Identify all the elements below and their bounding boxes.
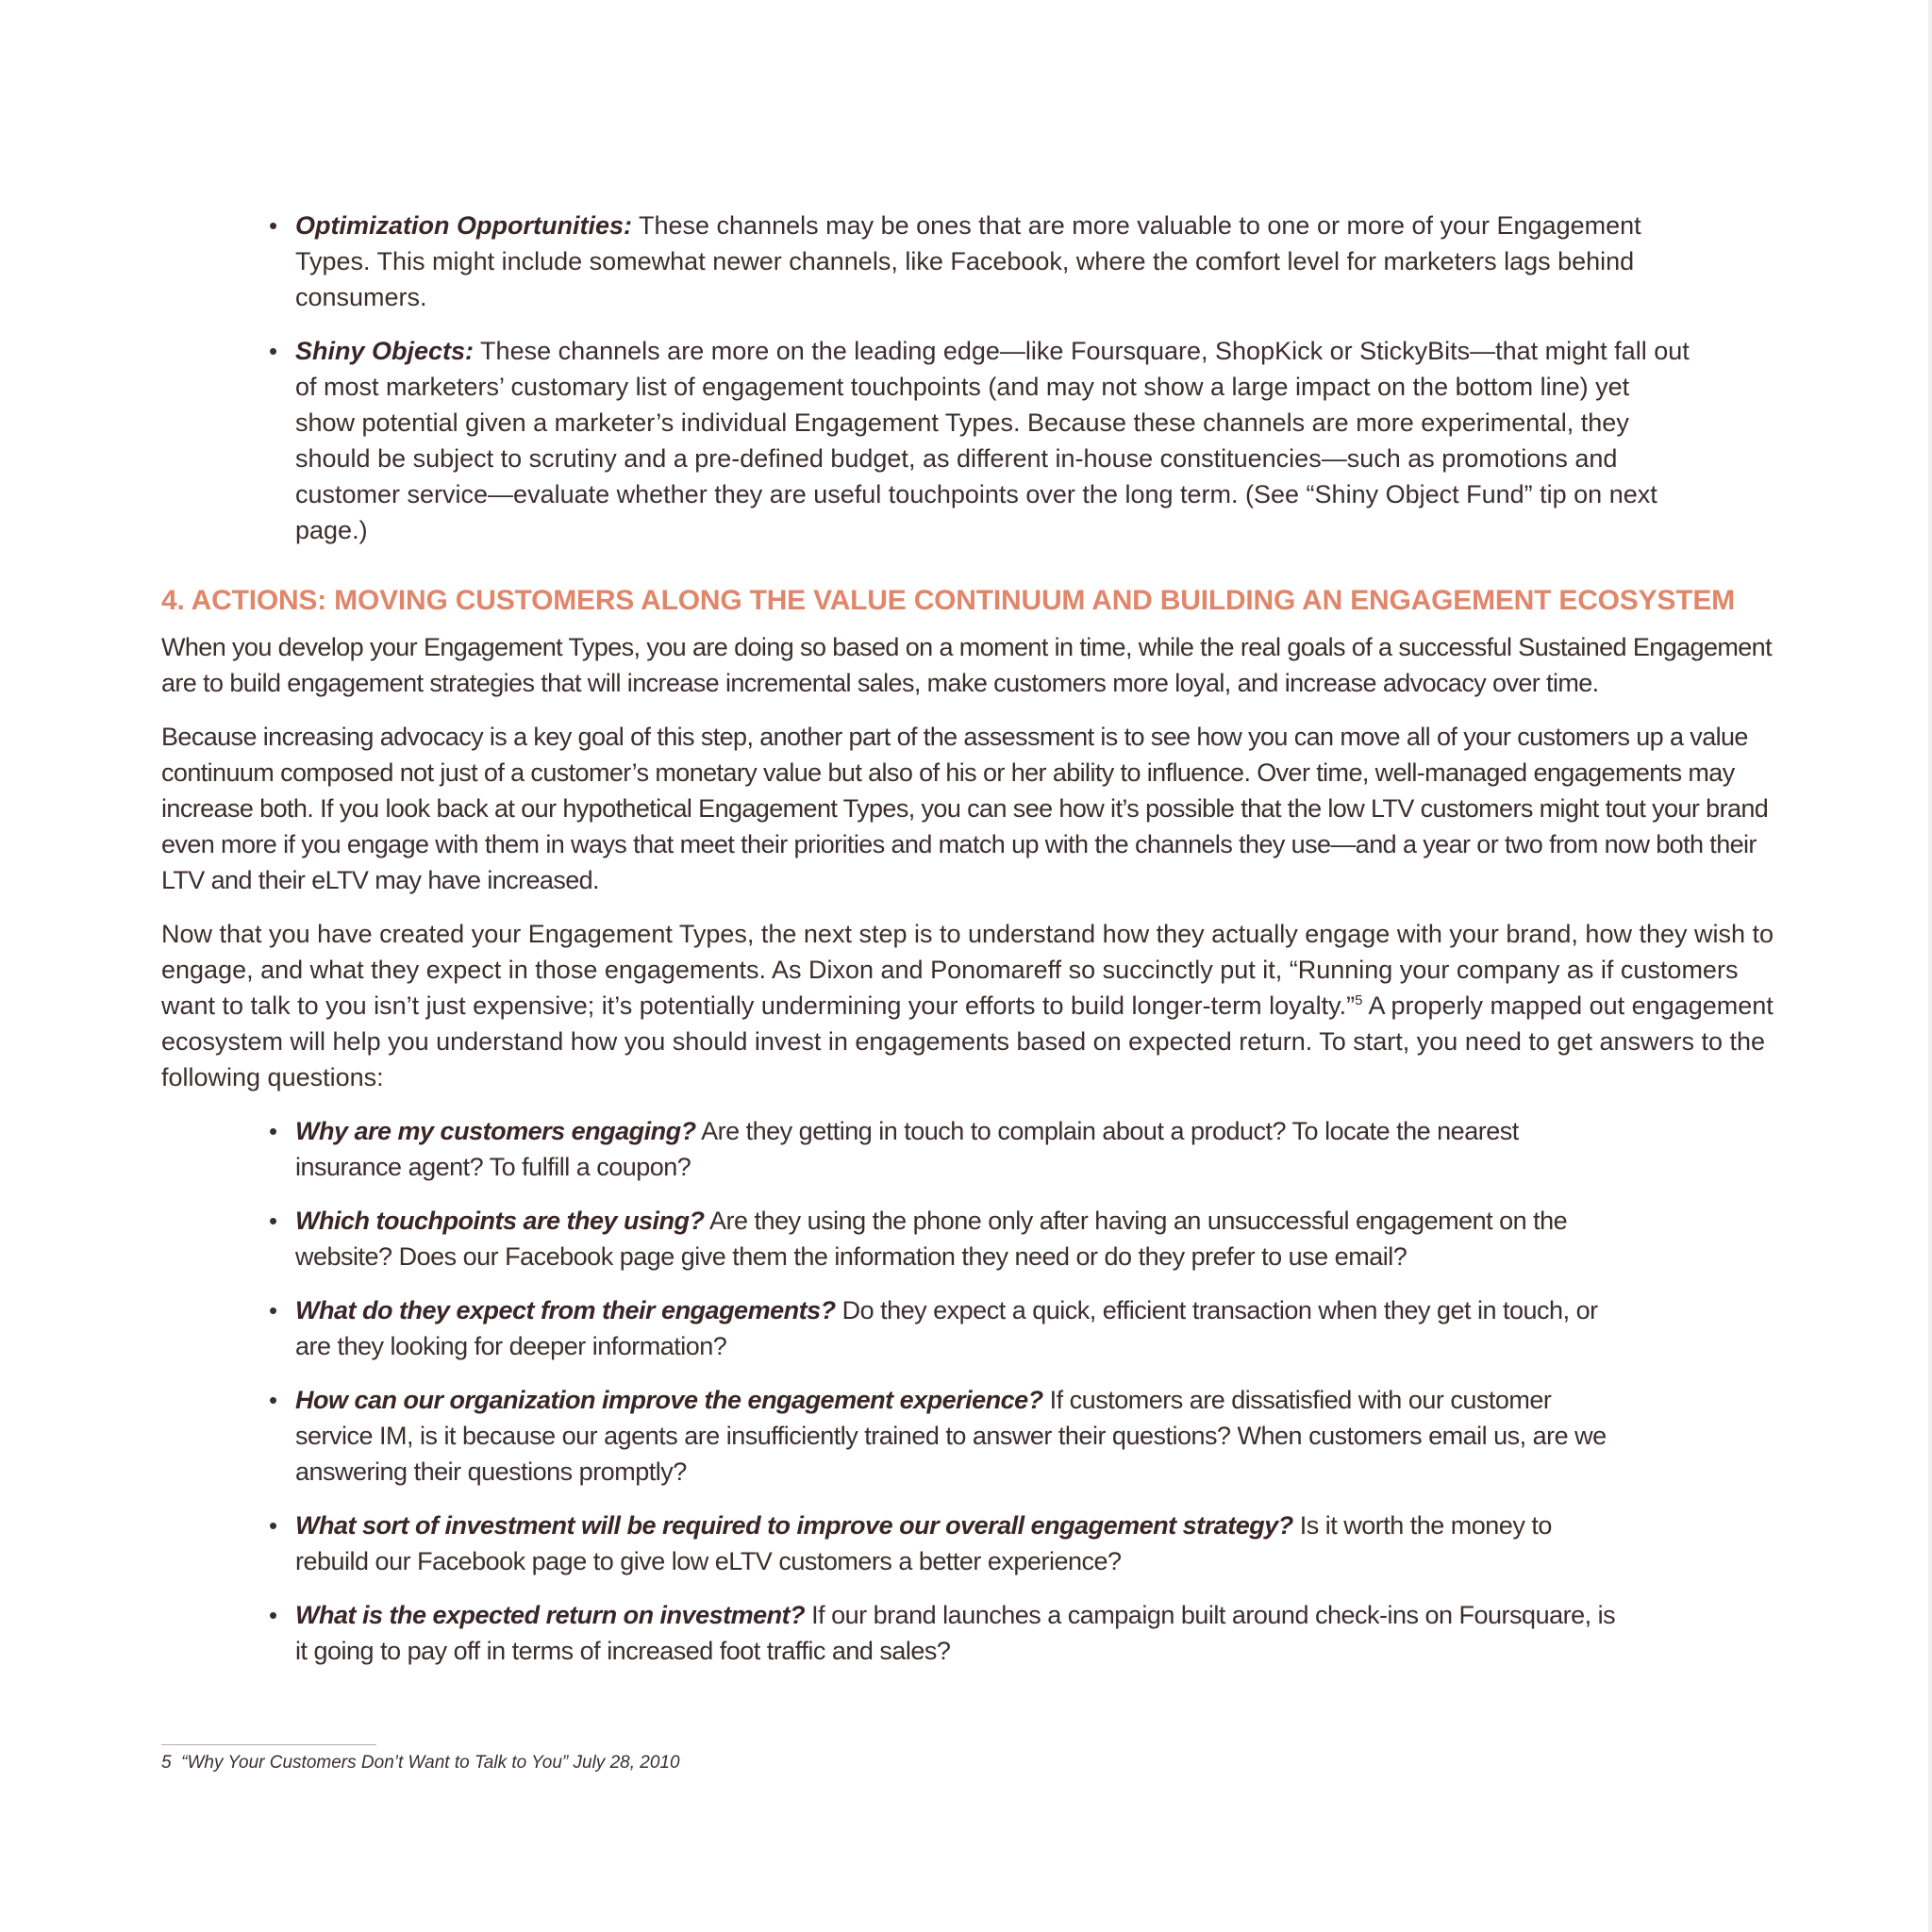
footnote-divider [161,1744,376,1745]
bullet-term: Shiny Objects: [295,337,475,365]
list-item [295,1113,1635,1185]
question-text: Is it worth the money to rebuild our Facebook page to give low eLTV customers a better experience? [295,1511,1552,1575]
list-item [295,1203,1635,1274]
list-item [295,1292,1635,1364]
question-term: Why are my customers engaging? [295,1117,696,1145]
question-term: What do they expect from their engagements? [295,1296,836,1324]
bullet-text: These channels are more on the leading edge—like Foursquare, ShopKick or StickyBits—that might fall out of most marketers’ customary list of engagement touchpoints (and may not show a large impact on the bottom line) yet show potential given a marketer’s individual Engagement Types. Because these channels are more experimental, they should be subject to scrutiny and a pre-defined budget, as different in-house constituencies—such as promotions and customer service—evaluate whether they are useful touchpoints over the long term. (See “Shiny Object Fund” tip on next page.) [295,337,1690,544]
question-text: Are they using the phone only after having an unsuccessful engagement on the website? Does our Facebook page give them the information they need or do they prefer to use email? [295,1207,1568,1271]
page-edge-shadow [1928,0,1932,1932]
bullet-term: Optimization Opportunities: [295,211,632,240]
page-content [161,208,1784,1687]
question-term: What is the expected return on investment? [295,1601,806,1629]
paragraph-text: A properly mapped out engagement ecosystem will help you understand how you should invest in engagements based on expected return. To start, you need to get answers to the following questions: [161,991,1774,1091]
question-text: Are they getting in touch to complain about a product? To locate the nearest insurance agent? To fulfill a coupon? [295,1117,1519,1181]
paragraph-text: Now that you have created your Engagement Types, the next step is to understand how they actually engage with your brand, how they wish to engage, and what they expect in those engagements. As Dixon and Ponomareff so succinctly put it, “Running your company as if customers want to talk to you isn’t just expensive; it’s potentially undermining your efforts to build longer-term loyalty.” [161,920,1774,1020]
channel-types-list [161,208,1784,548]
list-item [295,208,1710,315]
body-paragraph [161,916,1784,1095]
question-term: How can our organization improve the engagement experience? [295,1386,1043,1414]
question-term: What sort of investment will be required to improve our overall engagement strategy? [295,1511,1293,1540]
footnote-text: “Why Your Customers Don’t Want to Talk to You” July 28, 2010 [181,1753,680,1773]
footnote [161,1751,680,1775]
footnote-reference[interactable]: 5 [1355,992,1363,1008]
question-text: Do they expect a quick, efficient transaction when they get in touch, or are they looking for deeper information? [295,1296,1598,1360]
body-paragraph: Because increasing advocacy is a key goal of this step, another part of the assessment is to see how you can move all of your customers up a value continuum composed not just of a customer’s monetary value but also of his or her ability to influence. Over time, well-managed engagements may increase both. If you look back at our hypothetical Engagement Types, you can see how it’s possible that the low LTV customers might tout your brand even more if you engage with them in ways that meet their priorities and match up with the channels they use—and a year or two from now both their LTV and their eLTV may have increased. [161,723,1769,894]
list-item [295,1382,1635,1490]
question-text: If our brand launches a campaign built around check-ins on Foursquare, is it going to pay off in terms of increased foot traffic and sales? [295,1601,1616,1665]
list-item [295,1597,1635,1669]
section-heading: 4. ACTIONS: MOVING CUSTOMERS ALONG THE VALUE CONTINUUM AND BUILDING AN ENGAGEMENT ECOSYSTEM [161,585,1735,616]
questions-list [161,1113,1784,1669]
list-item [295,1507,1635,1579]
list-item [295,333,1710,548]
question-term: Which touchpoints are they using? [295,1207,705,1235]
footnote-number: 5 [161,1753,172,1773]
body-paragraph: When you develop your Engagement Types, you are doing so based on a moment in time, while the real goals of a successful Sustained Engagement are to build engagement strategies that will increase incremental sales, make customers more loyal, and increase advocacy over time. [161,633,1772,697]
bullet-text: These channels may be ones that are more valuable to one or more of your Engagement Types. This might include somewhat newer channels, like Facebook, where the comfort level for marketers lags behind consumers. [295,211,1641,311]
question-text: If customers are dissatisfied with our customer service IM, is it because our agents are insufficiently trained to answer their questions? When customers email us, are we answering their questions promptly? [295,1386,1607,1486]
